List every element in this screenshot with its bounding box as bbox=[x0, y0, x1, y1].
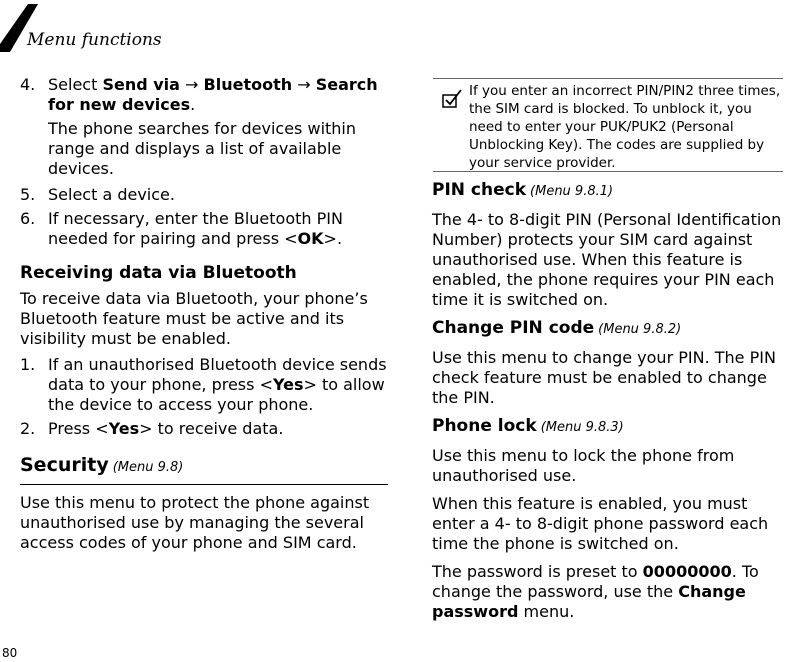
phone-lock-title: Phone lock bbox=[432, 416, 537, 436]
step-number: 2. bbox=[20, 419, 36, 438]
phone-lock-heading bbox=[432, 416, 792, 438]
change-pin-title: Change PIN code bbox=[432, 318, 595, 338]
receiving-intro: To receive data via Bluetooth, your phone’s Bluetooth feature must be active and its visibility must be enabled. bbox=[20, 289, 368, 348]
phone-lock-body-1: Use this menu to lock the phone from unauthorised use. bbox=[432, 446, 735, 485]
key-yes: Yes bbox=[108, 419, 140, 438]
page-number: 80 bbox=[2, 646, 18, 660]
step-5: 5. Select a device. bbox=[20, 185, 175, 204]
arrow-icon: → bbox=[179, 75, 204, 94]
key-yes: Yes bbox=[272, 375, 304, 394]
left-column bbox=[20, 75, 388, 553]
menu-path-send-via: Send via bbox=[102, 75, 180, 94]
pin-check-menu-ref: (Menu 9.8.1) bbox=[530, 184, 614, 199]
note-check-icon bbox=[441, 87, 463, 109]
step-number: 5. bbox=[20, 185, 36, 204]
page-header-title: Menu functions bbox=[27, 30, 162, 50]
security-section-heading bbox=[20, 455, 388, 485]
receiving-step-2: 2. Press <Yes> to receive data. bbox=[20, 419, 284, 438]
phone-lock-body-2: When this feature is enabled, you must enter a 4- to 8-digit phone password each time the phone is switched on. bbox=[432, 494, 769, 553]
pin-check-body: The 4- to 8-digit PIN (Personal Identification Number) protects your SIM card against unauthorised use. When this feature is enabled, the phone requires your PIN each time it is switched on. bbox=[432, 210, 782, 309]
change-pin-body: Use this menu to change your PIN. The PIN check feature must be enabled to change the PIN. bbox=[432, 348, 776, 407]
step-number: 1. bbox=[20, 355, 36, 374]
default-password: 00000000 bbox=[642, 562, 732, 581]
step-4-detail: The phone searches for devices within range and displays a list of available devices. bbox=[48, 119, 357, 178]
step-6: 6. If necessary, enter the Bluetooth PIN needed for pairing and press <OK>. bbox=[20, 209, 343, 248]
pin-check-title: PIN check bbox=[432, 180, 527, 200]
key-ok: OK bbox=[297, 229, 324, 248]
step-4: 4. Select Send via → Bluetooth → Search for new devices. bbox=[20, 75, 378, 114]
change-pin-menu-ref: (Menu 9.8.2) bbox=[598, 322, 682, 337]
step-number: 4. bbox=[20, 75, 36, 94]
phone-lock-menu-ref: (Menu 9.8.3) bbox=[540, 420, 624, 435]
step-number: 6. bbox=[20, 209, 36, 228]
arrow-icon: → bbox=[292, 75, 316, 94]
right-column bbox=[432, 180, 792, 630]
receiving-step-1: 1. If an unauthorised Bluetooth device sends data to your phone, press <Yes> to allow the device to access your phone. bbox=[20, 355, 387, 414]
security-body: Use this menu to protect the phone against unauthorised use by managing the several access codes of your phone and SIM card. bbox=[20, 493, 370, 552]
menu-path-bluetooth: Bluetooth bbox=[203, 75, 293, 94]
phone-lock-body-3: The password is preset to 00000000. To change the password, use the Change password menu. bbox=[432, 562, 759, 621]
pin-check-heading bbox=[432, 180, 792, 202]
change-password-menu-name: Change password bbox=[432, 582, 746, 621]
security-title: Security bbox=[20, 454, 109, 476]
note-box bbox=[433, 78, 783, 172]
security-menu-ref: (Menu 9.8) bbox=[112, 460, 184, 475]
note-text: If you enter an incorrect PIN/PIN2 three times, the SIM card is blocked. To unblock it, you need to enter your PUK/PUK2 (Personal Unblocking Key). The codes are supplied by your service provider. bbox=[469, 83, 781, 171]
change-pin-heading bbox=[432, 318, 792, 340]
receiving-heading: Receiving data via Bluetooth bbox=[20, 263, 297, 283]
menu-path-search: Search for new devices bbox=[48, 75, 378, 114]
